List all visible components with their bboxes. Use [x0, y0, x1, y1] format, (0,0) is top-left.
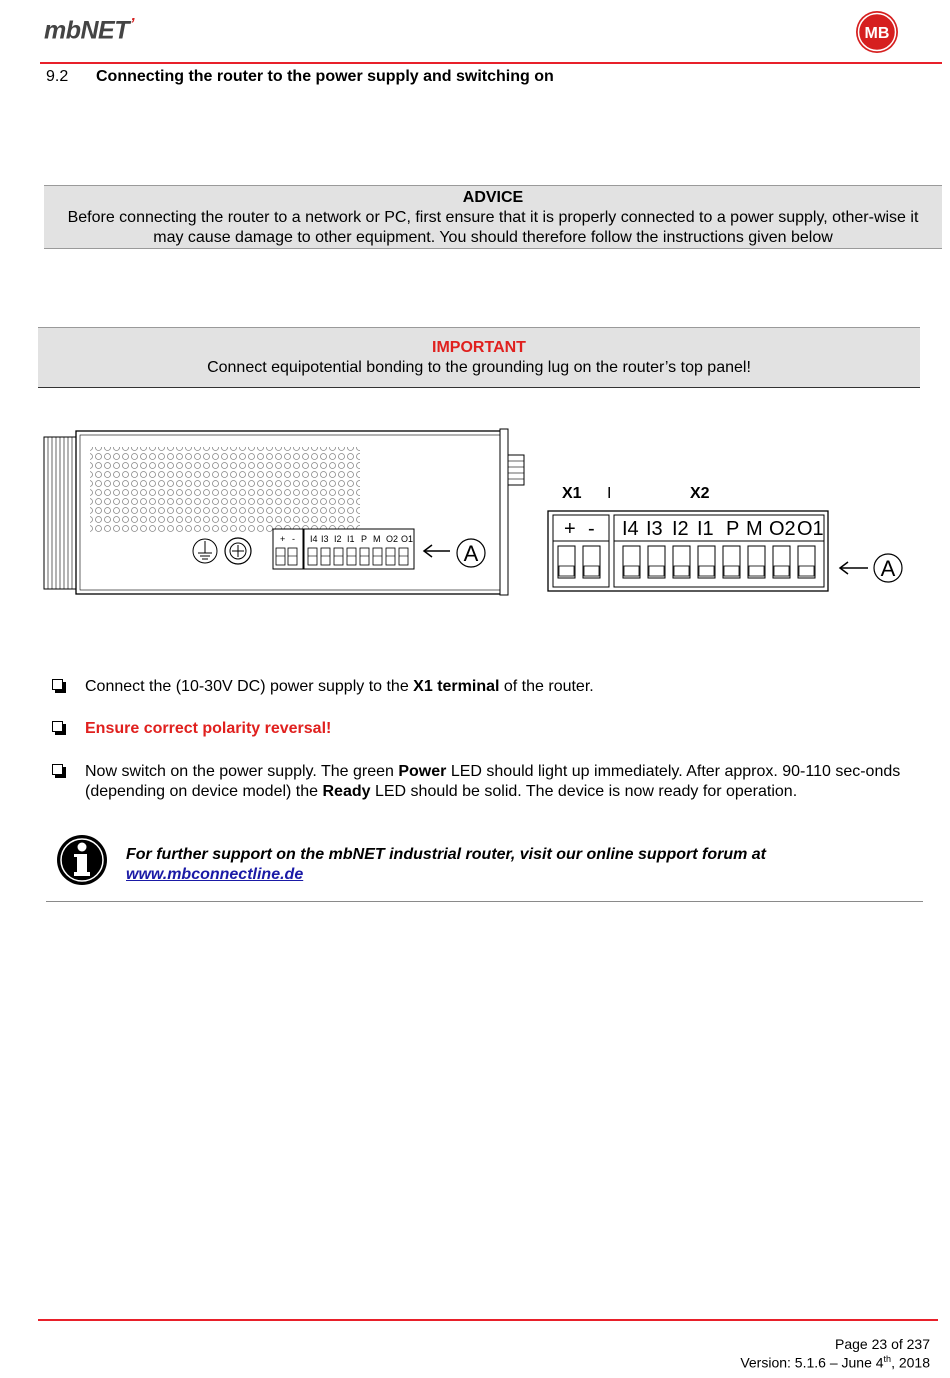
- footer-rule: [38, 1319, 938, 1321]
- small-terminal-slot: [276, 548, 285, 565]
- detail-io-label: I4: [622, 518, 639, 540]
- detail-slot-screw: [559, 566, 574, 576]
- logo-text: mbNET: [44, 16, 129, 45]
- advice-box: [44, 185, 942, 249]
- small-terminal-slot: [360, 548, 369, 565]
- version-year: , 2018: [891, 1354, 930, 1371]
- detail-slot-screw: [699, 566, 714, 576]
- detail-slot-screw: [584, 566, 599, 576]
- bullet3-text: Now switch on the power supply. The green: [85, 763, 399, 780]
- support-note: [126, 845, 766, 885]
- bullet1-text: Connect the (10-30V DC) power supply to the: [85, 678, 414, 695]
- detail-terminal-slots: [558, 546, 815, 578]
- detail-power-label: +: [564, 518, 576, 540]
- small-terminal-slot: [386, 548, 395, 565]
- small-terminal-slot: [308, 548, 317, 565]
- version-text: Version: 5.1.6 – June 4: [740, 1354, 884, 1371]
- info-icon: [56, 834, 108, 886]
- detail-slot-screw: [649, 566, 664, 576]
- separator-mark: I: [607, 485, 612, 502]
- list-item: [52, 677, 932, 699]
- detail-io-label: O1: [797, 518, 824, 540]
- bullet3-text-mid: LED should light up immediately. After approx. 90-110 sec-onds (depending on device model) the: [85, 763, 901, 800]
- terminal-detail-view: [548, 485, 902, 591]
- list-item: [52, 719, 932, 741]
- small-terminal-slot: [373, 548, 382, 565]
- bullet2-warning: Ensure correct polarity reversal!: [85, 720, 332, 737]
- support-text: For further support on the mbNET industrial router, visit our online support forum at: [126, 846, 767, 863]
- important-title: IMPORTANT: [432, 339, 526, 356]
- small-terminal-label: I4: [310, 534, 318, 544]
- small-terminal-label: I3: [321, 534, 329, 544]
- bullet3-text-end: LED should be solid. The device is now ready for operation.: [370, 783, 798, 800]
- bullet3-ready: Ready: [322, 783, 371, 800]
- bullet1-text-end: of the router.: [499, 678, 594, 695]
- small-terminal-slot: [321, 548, 330, 565]
- detail-io-label: I1: [697, 518, 714, 540]
- callout-a-right: A: [880, 556, 896, 581]
- mbnet-logo: [44, 16, 134, 45]
- important-box: [38, 327, 920, 388]
- detail-io-label: I2: [672, 518, 689, 540]
- callout-a-left: A: [463, 541, 479, 566]
- checkbox-bullet-icon: [52, 764, 63, 775]
- version-sup: th: [883, 1354, 892, 1364]
- small-terminal-label: I2: [334, 534, 342, 544]
- small-terminal-slots: [276, 548, 408, 565]
- small-terminal-slot: [334, 548, 343, 565]
- detail-io-label: O2: [769, 518, 796, 540]
- bullet1-bold: X1 terminal: [413, 678, 500, 695]
- small-terminal-label: M: [373, 534, 381, 544]
- support-forum-link[interactable]: www.mbconnectline.de: [126, 866, 304, 883]
- bullet3-power: Power: [398, 763, 447, 780]
- badge-text: MB: [864, 25, 890, 42]
- section-title: Connecting the router to the power supply and switching on: [96, 68, 554, 85]
- x2-label: X2: [690, 485, 710, 502]
- small-terminal-label: P: [361, 534, 368, 544]
- logo-mark: ʼ: [130, 16, 134, 33]
- small-terminal-slot: [347, 548, 356, 565]
- checkbox-bullet-icon: [52, 679, 63, 690]
- grounding-lug: [225, 538, 251, 564]
- page-number: Page 23 of 237: [835, 1336, 930, 1352]
- small-terminal-slot: [399, 548, 408, 565]
- x1-label: X1: [562, 485, 582, 502]
- detail-slot-screw: [724, 566, 739, 576]
- version-info: [740, 1354, 930, 1371]
- advice-text: Before connecting the router to a network or PC, first ensure that it is properly connected to a power supply, other-wise it may cause damage to other equipment. You should therefore follow the instructions given below: [67, 209, 919, 246]
- detail-io-label: I3: [646, 518, 663, 540]
- section-number: 9.2: [46, 68, 69, 85]
- ground-symbol: [193, 539, 217, 563]
- small-terminal-slot: [288, 548, 297, 565]
- advice-title: ADVICE: [462, 189, 524, 206]
- detail-slot-screw: [749, 566, 764, 576]
- detail-io-label: P: [726, 518, 740, 540]
- detail-slot-screw: [674, 566, 689, 576]
- important-text: Connect equipotential bonding to the grounding lug on the router’s top panel!: [207, 359, 751, 376]
- detail-power-label: -: [588, 518, 595, 540]
- small-terminal-label: O2: [386, 534, 399, 544]
- router-terminal-diagram: [40, 425, 910, 600]
- vent-holes: [90, 447, 360, 532]
- detail-slot-screw: [774, 566, 789, 576]
- router-top-view: [44, 429, 524, 595]
- small-terminal-label: +: [280, 534, 286, 544]
- header-rule: [40, 62, 942, 64]
- mb-badge-logo: [855, 10, 899, 54]
- detail-slot-screw: [799, 566, 814, 576]
- small-terminal-label: O1: [401, 534, 414, 544]
- small-terminal-label: -: [292, 534, 295, 544]
- support-divider: [46, 901, 923, 902]
- list-item: [52, 762, 942, 804]
- checkbox-bullet-icon: [52, 721, 63, 732]
- detail-slot-screw: [624, 566, 639, 576]
- detail-io-label: M: [746, 518, 763, 540]
- small-terminal-label: I1: [347, 534, 355, 544]
